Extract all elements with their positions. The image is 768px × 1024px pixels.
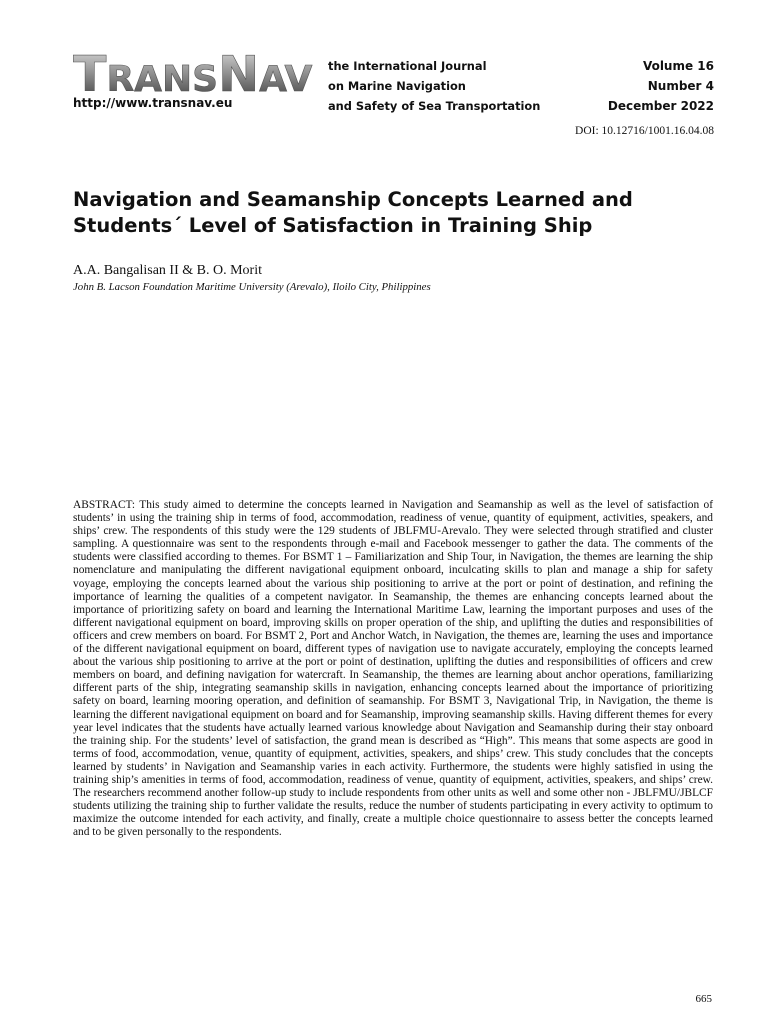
volume: Volume 16 [642, 59, 714, 73]
issue-number: Number 4 [647, 79, 714, 93]
journal-name-line: on Marine Navigation [328, 79, 466, 93]
paper-title-line: Students´ Level of Satisfaction in Training Ship [73, 214, 593, 237]
transnav-logo [73, 48, 323, 98]
affiliation: John B. Lacson Foundation Maritime University (Arevalo), Iloilo City, Philippines [73, 281, 431, 293]
page-number: 665 [695, 993, 712, 1005]
doi[interactable]: DOI: 10.12716/1001.16.04.08 [575, 125, 714, 137]
svg-text:TRANSNAV: TRANSNAV [73, 48, 313, 98]
issue-info [608, 56, 714, 116]
authors: A.A. Bangalisan II & B. O. Morit [73, 263, 262, 278]
paper-title-line: Navigation and Seamanship Concepts Learned and [73, 188, 633, 211]
journal-url[interactable]: http://www.transnav.eu [73, 96, 233, 110]
abstract: ABSTRACT: This study aimed to determine the concepts learned in Navigation and Seamanship as well as the level of satisfaction of students’ in using the training ship in terms of food, accommodation, readiness of venue, quantity of equipment, activities, speakers, and ships’ crew. The respondents of this study were the 129 students of JBLFMU-Arevalo. They were selected through stratified and cluster sampling. A questionnaire was sent to the respondents through e-mail and Facebook messenger to gather the data. The comments of the students were classified according to themes. For BSMT 1 – Familiarization and Ship Tour, in Navigation, the themes are learning the ship nomenclature and manipulating the different navigational equipment onboard, inculcating skills to plan and manage a ship for safety voyage, employing the concepts learned about the various ship positioning to arrive at the port or point of destination, and refining the importance of learning the qualities of a competent navigator. In Seamanship, the themes are enhancing concepts learned about the importance of prioritizing safety on board and learning the International Maritime Law, learning the important purposes and uses of the different navigational equipment on board, improving skills on proper operation of the ship, and uplifting the duties and responsibilities of officers and crew members on board. For BSMT 2, Port and Anchor Watch, in Navigation, the themes are, learning the uses and importance of the different navigational equipment on board, different types of navigation use to navigate accurately, employing the concepts learned about the various ship positioning to arrive at the port or point of destination, uplifting the duties and responsibilities of officers and crew members on board, and defining navigation for watercraft. In Seamanship, the themes are learning about anchor operations, familiarizing different parts of the ship, integrating seamanship skills in navigation, enhancing concepts learned about the importance of prioritizing safety on board, learning mooring operation, and definition of seamanship. For BSMT 3, Navigational Trip, in Navigation, the theme is learning the different navigational equipment on board and for Seamanship, improving seamanship skills. Having different themes for every year level indicates that the students have actually learned various knowledge about Navigation and Seamanship during their stay onboard the training ship. For the students’ level of satisfaction, the grand mean is described as “High”. This means that some aspects are good in terms of food, accommodation, venue, quantity of equipment, activities, speakers, and ships’ crew. This study concludes that the concepts learned by students’ in Navigation and Seamanship varies in each activity. Furthermore, the students were highly satisfied in using the training ship’s amenities in terms of food, accommodation, readiness of venue, quantity of equipment, activities, speakers, and ships’ crew. The researchers recommend another follow-up study to include respondents from other units as well and some other non - JBLFMU/JBLCF students utilizing the training ship to further validate the results, reduce the number of students participating in every activity to optimum to maximize the outcome intended for each activity, and finally, create a multiple choice questionnaire to assess better the concepts learned and to be given personally to the respondents. [73, 499, 713, 839]
journal-name-line: the International Journal [328, 59, 487, 73]
journal-name-line: and Safety of Sea Transportation [328, 99, 541, 113]
journal-name [328, 56, 540, 116]
issue-date: December 2022 [607, 99, 714, 113]
paper-title [73, 187, 703, 239]
